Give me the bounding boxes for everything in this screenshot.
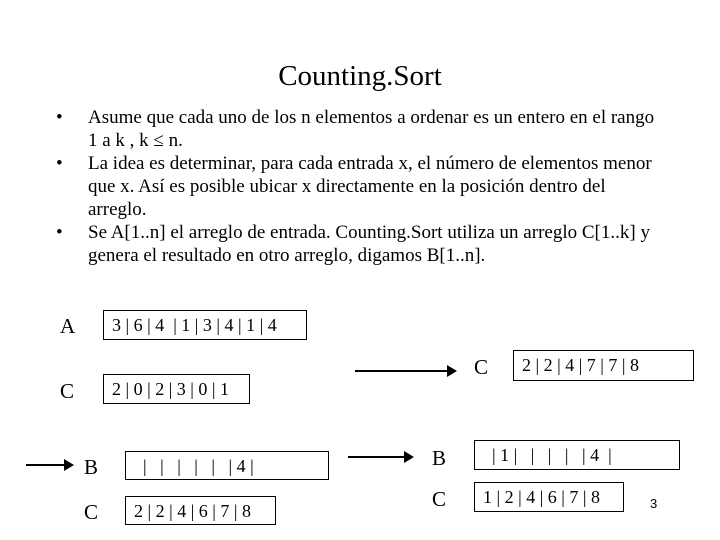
bullet-text: La idea es determinar, para cada entrada x, el número de elementos menor que x. Así es posible ubicar x directamente en la posición dentro del arreglo.	[88, 153, 652, 220]
array-a-box: 3 | 6 | 4 | 1 | 3 | 4 | 1 | 4	[103, 310, 307, 340]
bullet-list	[56, 106, 666, 267]
arrow-right-icon	[348, 456, 412, 458]
array-a-label: A	[60, 314, 76, 338]
bullet-dot-icon: •	[56, 153, 63, 174]
array-c-step-box: 2 | 2 | 4 | 6 | 7 | 8	[125, 496, 276, 525]
array-c-next-box: 1 | 2 | 4 | 6 | 7 | 8	[474, 482, 624, 512]
bullet-dot-icon: •	[56, 222, 63, 243]
bullet-text: Asume que cada uno de los n elementos a ordenar es un entero en el rango 1 a k , k ≤ n.	[88, 107, 655, 151]
array-c-cumulative-label: C	[474, 355, 489, 379]
bullet-item	[56, 221, 666, 267]
bullet-item	[56, 106, 666, 152]
arrow-right-icon	[355, 370, 455, 372]
array-c-cumulative-box: 2 | 2 | 4 | 7 | 7 | 8	[513, 350, 694, 381]
page-number: 3	[650, 496, 658, 511]
bullet-item	[56, 152, 666, 221]
arrow-right-icon	[26, 464, 72, 466]
array-b-next-label: B	[432, 446, 447, 470]
array-b-box: | | | | | | 4 |	[125, 451, 329, 480]
array-b-label: B	[84, 455, 99, 479]
array-b-next-box: | 1 | | | | | 4 |	[474, 440, 680, 470]
bullet-dot-icon: •	[56, 107, 63, 128]
array-c-label: C	[60, 379, 75, 403]
bullet-text: Se A[1..n] el arreglo de entrada. Counting.Sort utiliza un arreglo C[1..k] y genera el resultado en otro arreglo, digamos B[1..n].	[88, 222, 650, 266]
array-c-step-label: C	[84, 500, 99, 524]
array-c-box: 2 | 0 | 2 | 3 | 0 | 1	[103, 374, 250, 404]
array-c-next-label: C	[432, 487, 447, 511]
slide-title: Counting.Sort	[278, 60, 442, 92]
